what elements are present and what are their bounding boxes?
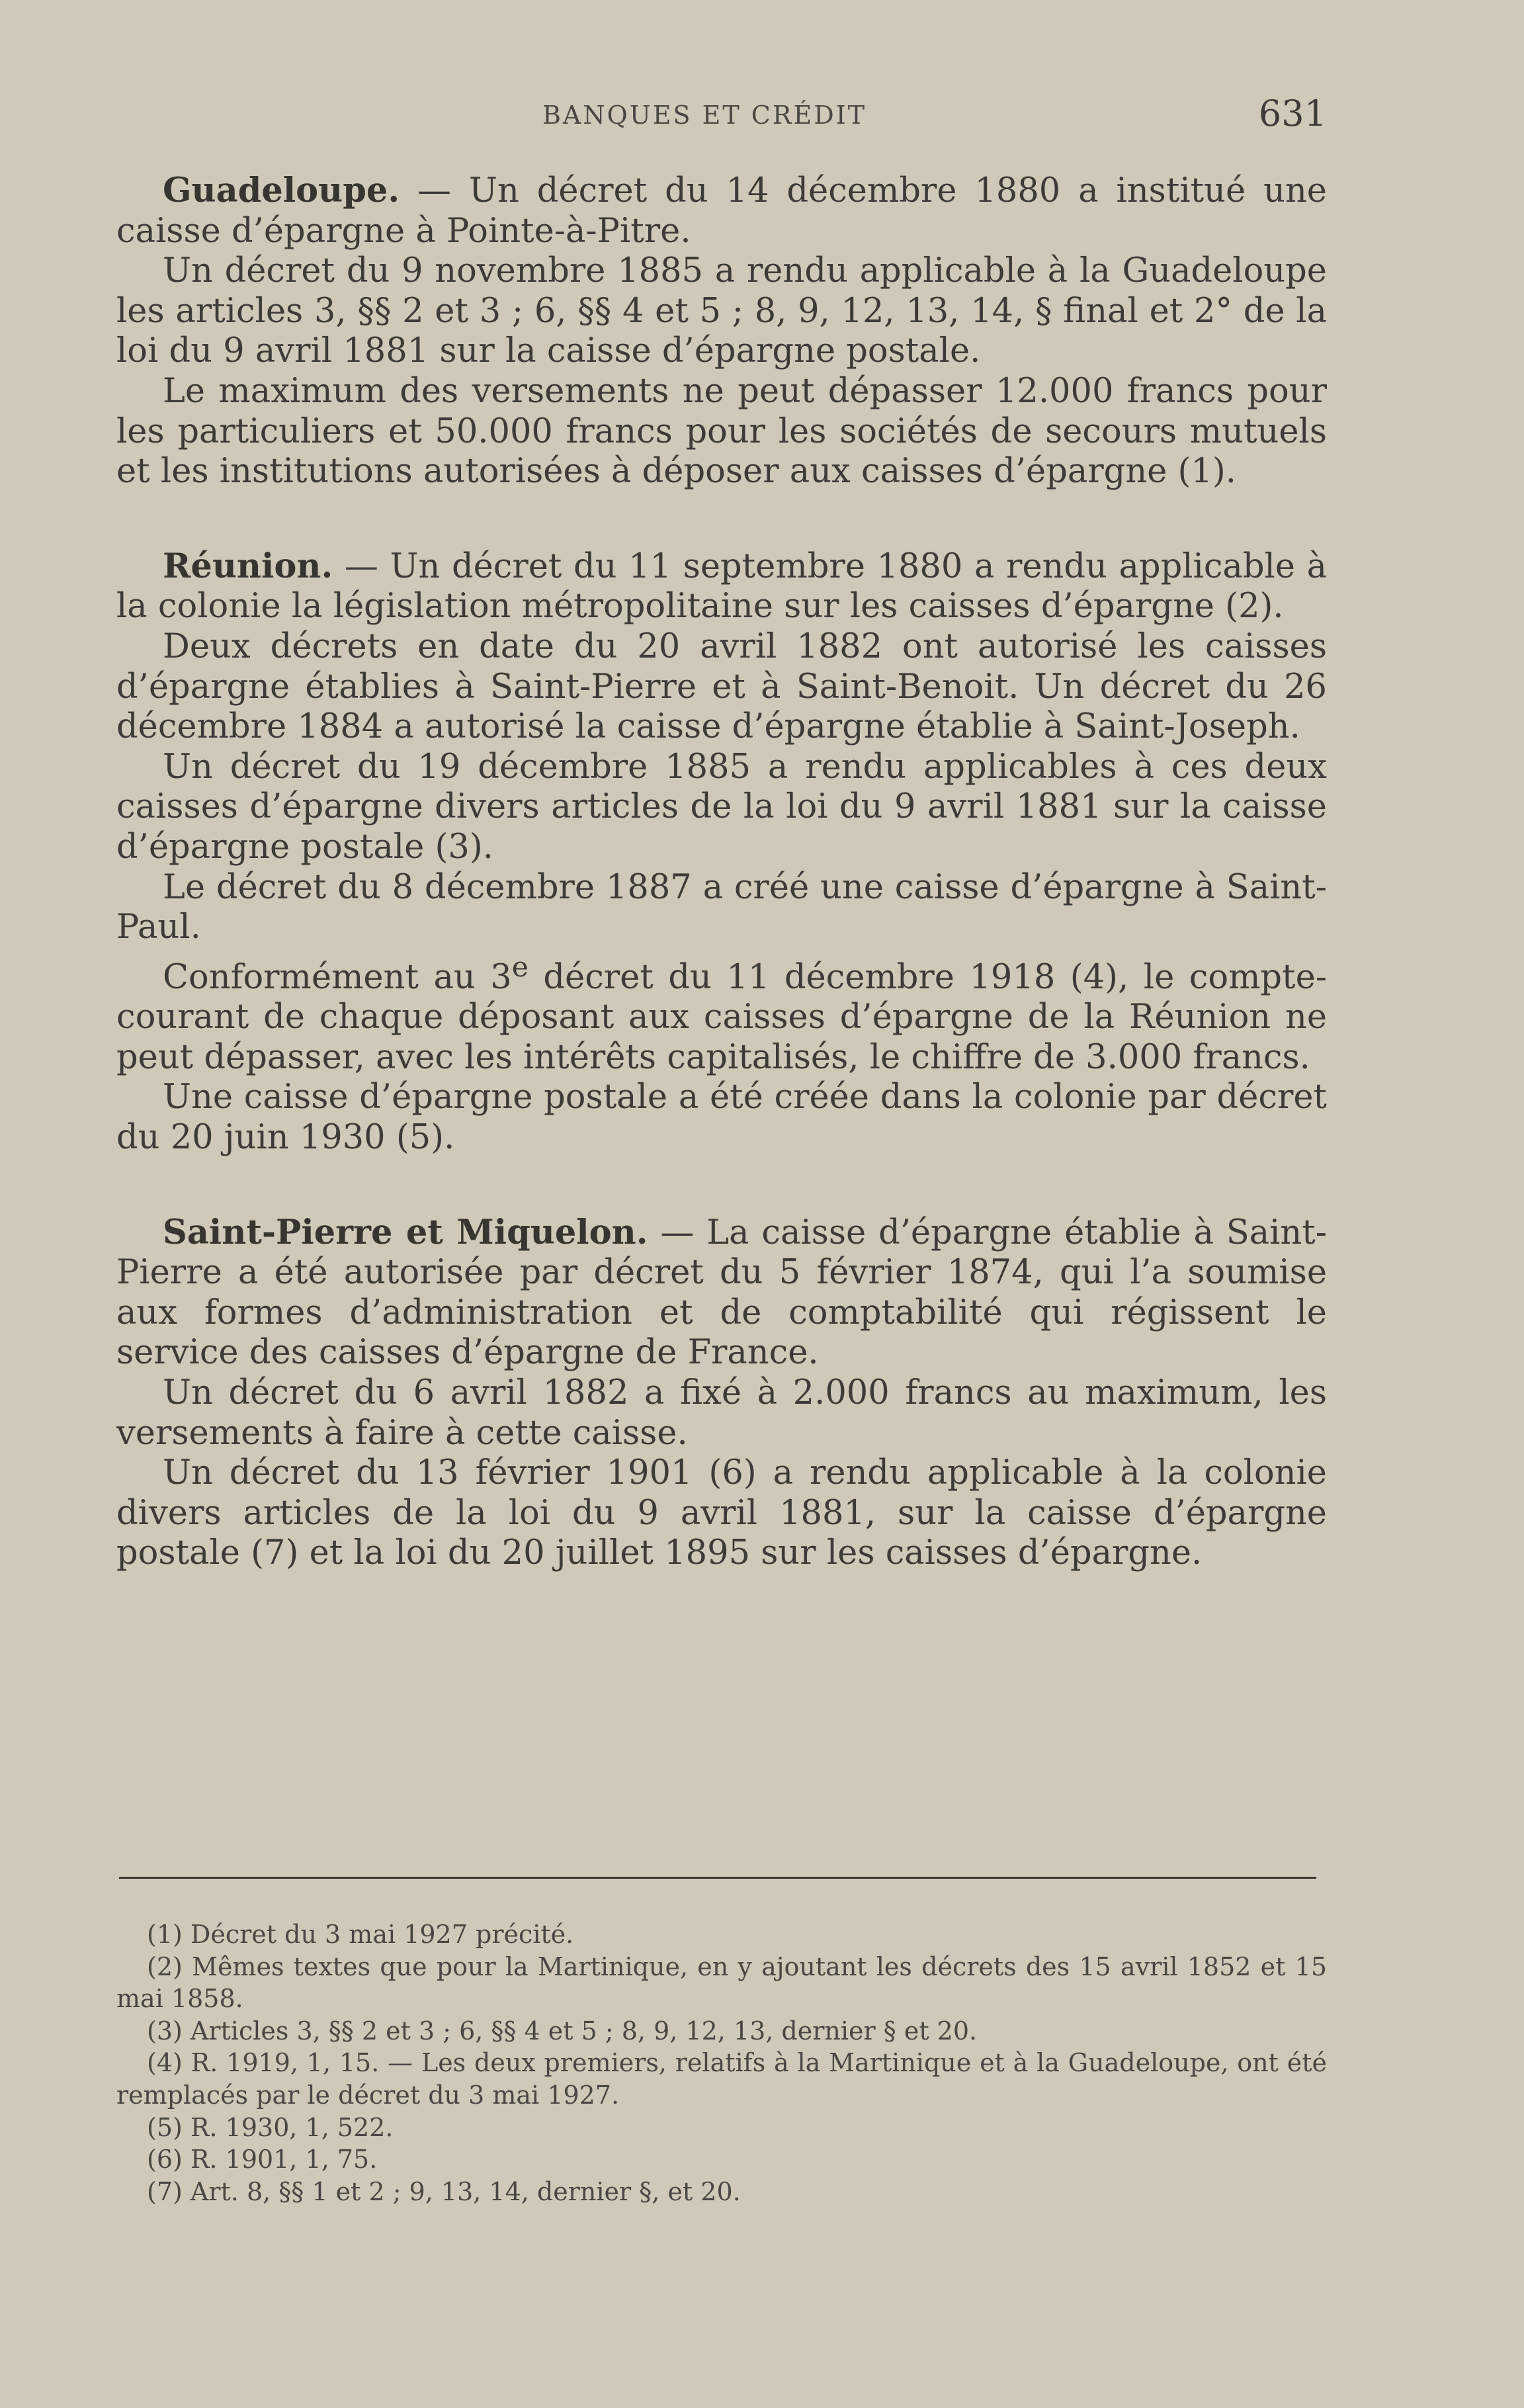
main-text: [116, 171, 1327, 1574]
paragraph-text: Conformément au 3: [163, 957, 512, 997]
section-saint-pierre: [116, 1213, 1327, 1574]
section-spacer: [116, 492, 1327, 546]
paragraph: [116, 1213, 1327, 1373]
footnote: (7) Art. 8, §§ 1 et 2 ; 9, 13, 14, dernier §, et 20.: [147, 2176, 741, 2206]
paragraph: Un décret du 6 avril 1882 a fixé à 2.000 francs au maximum, les versements à faire à cette caisse.: [116, 1373, 1327, 1453]
paragraph-text: décret du 11 décembre 1918 (4), le compte-courant de chaque déposant aux caisses d’épargne de la Réunion ne peut dépasser, avec les intérêts capitalisés, le chiffre de 3.000 francs.: [116, 957, 1327, 1077]
section-guadeloupe: [116, 171, 1327, 492]
page-number: 631: [1258, 93, 1327, 134]
paragraph: Deux décrets en date du 20 avril 1882 ont autorisé les caisses d’épargne établies à Saint-Pierre et à Saint-Benoit. Un décret du 26 décembre 1884 a autorisé la caisse d’épargne établie à Saint-Joseph.: [116, 626, 1327, 747]
paragraph-text: — La caisse d’épargne établie à Saint-Pierre a été autorisée par décret du 5 février 1874, qui l’a soumise aux formes d’administration et de comptabilité qui régissent le service des caisses d’épargne de France.: [116, 1213, 1328, 1373]
page-header: [116, 93, 1327, 146]
section-title: Réunion.: [163, 546, 333, 586]
footnotes: [116, 1918, 1327, 2208]
paragraph: Le maximum des versements ne peut dépasser 12.000 francs pour les particuliers et 50.000 francs pour les sociétés de secours mutuels et les institutions autorisées à déposer aux caisses d’épargne (1).: [116, 371, 1327, 492]
footnote: (5) R. 1930, 1, 522.: [147, 2112, 394, 2142]
paragraph-text: — Un décret du 14 décembre 1880 a institué une caisse d’épargne à Pointe-à-Pitre.: [116, 171, 1327, 251]
section-spacer: [116, 1158, 1327, 1213]
paragraph: [116, 948, 1327, 1078]
paragraph: [116, 546, 1327, 627]
footnote: (2) Mêmes textes que pour la Martinique, en y ajoutant les décrets des 15 avril 1852 et 15 mai 1858.: [116, 1952, 1327, 2014]
section-reunion: [116, 546, 1327, 1158]
paragraph: [116, 171, 1327, 251]
footnote-divider: [119, 1877, 1316, 1879]
running-head: BANQUES ET CRÉDIT: [542, 101, 867, 130]
superscript: e: [511, 951, 529, 984]
section-title: Guadeloupe.: [163, 171, 400, 210]
paragraph-text: — Un décret du 11 septembre 1880 a rendu applicable à la colonie la législation métropolitaine sur les caisses d’épargne (2).: [116, 546, 1327, 626]
footnote: (1) Décret du 3 mai 1927 précité.: [147, 1920, 574, 1949]
footnote: (3) Articles 3, §§ 2 et 3 ; 6, §§ 4 et 5 ; 8, 9, 12, 13, dernier § et 20.: [147, 2016, 978, 2045]
paragraph: Un décret du 9 novembre 1885 a rendu applicable à la Guadeloupe les articles 3, §§ 2 et 3 ; 6, §§ 4 et 5 ; 8, 9, 12, 13, 14, § final et 2° de la loi du 9 avril 1881 sur la caisse d’épargne postale.: [116, 251, 1327, 371]
paragraph: Une caisse d’épargne postale a été créée dans la colonie par décret du 20 juin 1930 (5).: [116, 1078, 1327, 1158]
footnote: (6) R. 1901, 1, 75.: [147, 2145, 378, 2174]
section-title: Saint-Pierre et Miquelon.: [163, 1212, 648, 1252]
footnote: (4) R. 1919, 1, 15. — Les deux premiers, relatifs à la Martinique et à la Guadeloupe, ont été remplacés par le décret du 3 mai 1927.: [116, 2048, 1327, 2110]
paragraph: Le décret du 8 décembre 1887 a créé une caisse d’épargne à Saint-Paul.: [116, 867, 1327, 947]
paragraph: Un décret du 19 décembre 1885 a rendu applicables à ces deux caisses d’épargne divers articles de la loi du 9 avril 1881 sur la caisse d’épargne postale (3).: [116, 747, 1327, 867]
paragraph: Un décret du 13 février 1901 (6) a rendu applicable à la colonie divers articles de la loi du 9 avril 1881, sur la caisse d’épargne postale (7) et la loi du 20 juillet 1895 sur les caisses d’épargne.: [116, 1453, 1327, 1573]
